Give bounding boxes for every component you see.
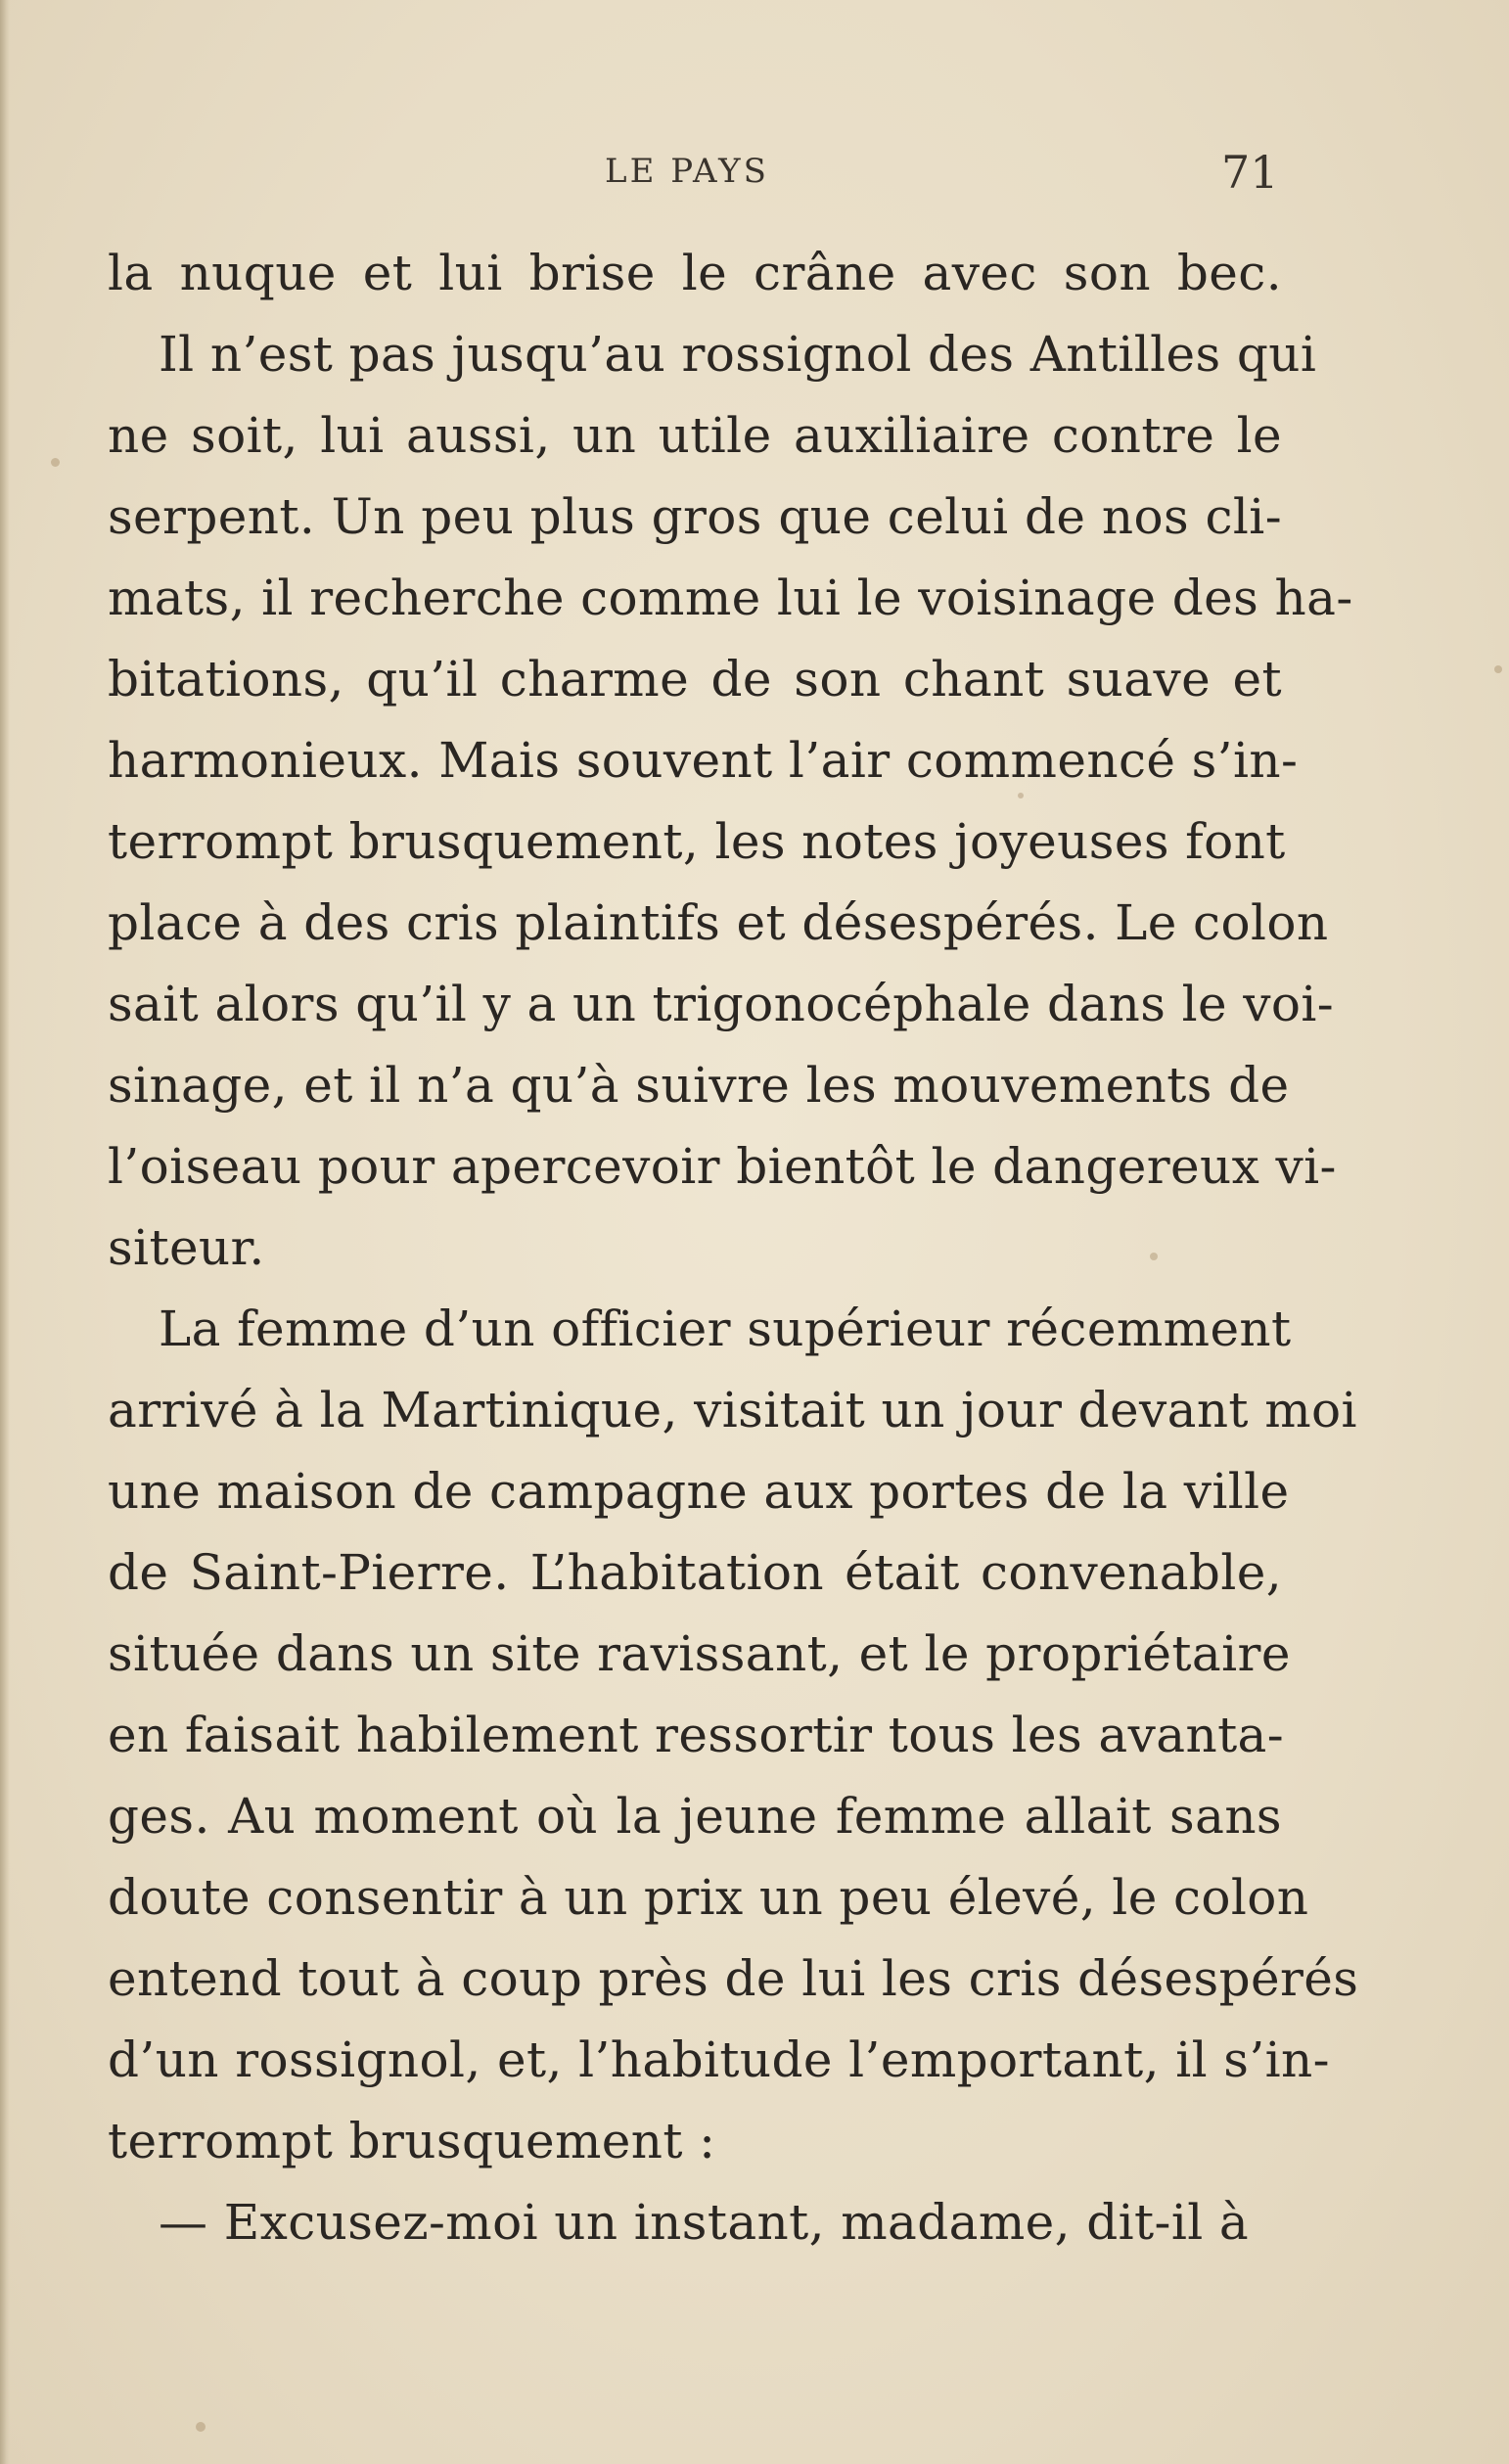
text-line: d’un rossignol, et, l’habitude l’emportant, il s’in- <box>108 2031 1330 2088</box>
foxing-spot <box>1494 665 1502 673</box>
foxing-spot <box>51 458 60 467</box>
text-line: ges. Au moment où la jeune femme allait sans <box>108 1788 1282 1845</box>
text-line: Il n’est pas jusqu’au rossignol des Antilles qui <box>159 326 1317 383</box>
text-line: arrivé à la Martinique, visitait un jour devant moi <box>108 1382 1357 1438</box>
text-line: l’oiseau pour apercevoir bientôt le dangereux vi- <box>108 1138 1337 1195</box>
text-line: place à des cris plaintifs et désespérés. Le colon <box>108 894 1329 951</box>
text-line: ne soit, lui aussi, un utile auxiliaire contre le <box>108 407 1282 464</box>
text-line: La femme d’un officier supérieur récemment <box>159 1300 1292 1357</box>
text-line: terrompt brusquement, les notes joyeuses font <box>108 813 1286 870</box>
text-line: bitations, qu’il charme de son chant suave et <box>108 651 1282 707</box>
text-line: située dans un site ravissant, et le propriétaire <box>108 1625 1291 1682</box>
text-line: — Excusez-moi un instant, madame, dit-il à <box>159 2194 1250 2251</box>
text-line: doute consentir à un prix un peu élevé, le colon <box>108 1869 1309 1926</box>
text-line: la nuque et lui brise le crâne avec son bec. <box>108 245 1282 301</box>
text-line: serpent. Un peu plus gros que celui de nos cli- <box>108 488 1282 545</box>
page-gutter <box>0 0 10 2464</box>
text-line: sait alors qu’il y a un trigonocéphale dans le voi- <box>108 976 1335 1032</box>
body-text <box>108 233 1359 2263</box>
text-line: en faisait habilement ressortir tous les avanta- <box>108 1707 1285 1763</box>
text-line: sinage, et il n’a qu’à suivre les mouvements de <box>108 1057 1290 1114</box>
text-line: une maison de campagne aux portes de la ville <box>108 1463 1290 1520</box>
foxing-spot <box>196 2422 206 2432</box>
text-line: de Saint-Pierre. L’habitation était convenable, <box>108 1544 1282 1601</box>
running-head <box>0 146 1509 220</box>
text-line: mats, il recherche comme lui le voisinage des ha- <box>108 570 1353 626</box>
text-line: siteur. <box>108 1219 265 1276</box>
page-number: 71 <box>1221 146 1279 199</box>
text-line: entend tout à coup près de lui les cris désespérés <box>108 1950 1359 2007</box>
text-line: harmonieux. Mais souvent l’air commencé s’in- <box>108 732 1299 789</box>
text-line: terrompt brusquement : <box>108 2113 716 2169</box>
running-title: LE PAYS <box>605 152 769 191</box>
